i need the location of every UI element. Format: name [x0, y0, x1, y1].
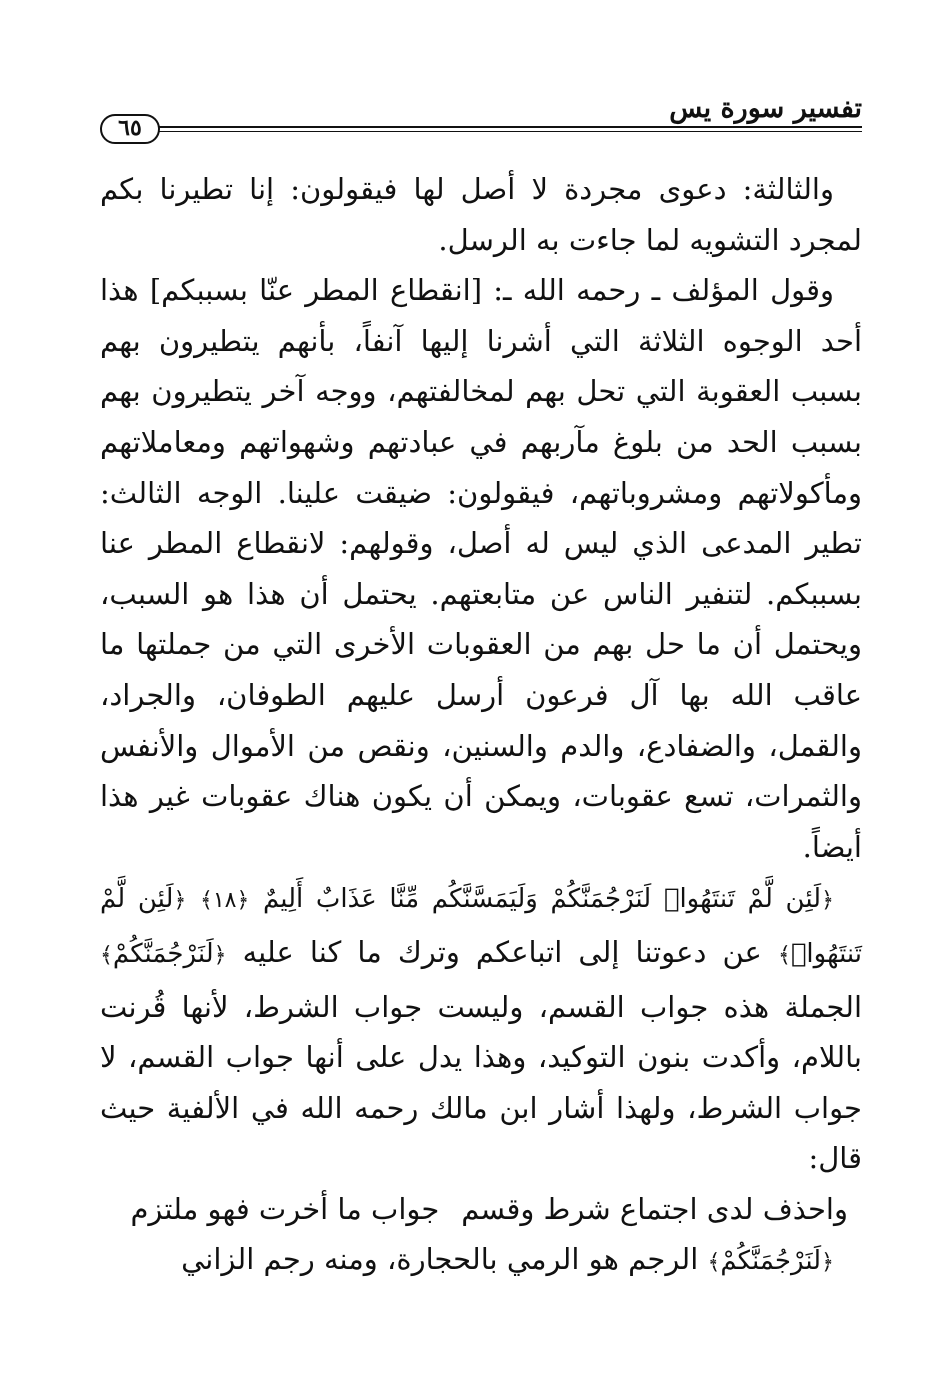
- quran-verse-fragment: لَنَرْجُمَنَّكُمْ: [720, 1246, 822, 1277]
- ornate-bracket-close: ﴾: [100, 942, 113, 968]
- commentary-text: عن دعوتنا إلى اتباعكم وترك ما كنا عليه: [242, 934, 762, 969]
- running-title: تفسير سورة يس: [669, 93, 862, 124]
- paragraph-verse-commentary: [100, 872, 862, 1184]
- page-header: [100, 92, 862, 148]
- ornate-bracket-open: ﴿: [821, 888, 834, 914]
- poem-hemistich-second: جواب ما أخرت فهو ملتزم: [130, 1191, 440, 1226]
- quran-verse: لَئِن لَّمْ تَنتَهُوا۟ لَنَرْجُمَنَّكُمْ وَلَيَمَسَّنَّكُم مِّنَّا عَذَابٌ أَلِيمٌ: [262, 884, 822, 915]
- poem-verse: [100, 1184, 862, 1235]
- poem-hemistich-first: واحذف لدى اجتماع شرط وقسم: [461, 1191, 848, 1226]
- paragraph-author-quote: وقول المؤلف ـ رحمه الله ـ: [انقطاع المطر عنّا بسببكم] هذا أحد الوجوه الثلاثة التي أشرنا إليها آنفاً، بأنهم يتطيرون بهم بسبب العقوبة التي تحل بهم لمخالفتهم، ووجه آخر يتطيرون بهم بسبب الحد من بلوغ مآربهم في عبادتهم وشهواتهم ومعاملاتهم ومأكولاتهم ومشروباتهم، فيقولون: ضيقت علينا. الوجه الثالث: تطير المدعى الذي ليس له أصل، وقولهم: لانقطاع المطر عنا بسببكم. لتنفير الناس عن متابعتهم. يحتمل أن هذا هو السبب، ويحتمل أن ما حل بهم من العقوبات الأخرى التي من جملتها ما عاقب الله بها آل فرعون أرسل عليهم الطوفان، والجراد، والقمل، والضفادع، والدم والسنين، ونقص من الأموال والأنفس والثمرات، تسع عقوبات، ويمكن أن يكون هناك عقوبات غير هذا أيضاً.: [100, 273, 862, 864]
- ayah-number-mark: ﴿١٨﴾: [199, 888, 250, 914]
- ornate-bracket-open: ﴿: [213, 942, 227, 968]
- ornate-bracket-open: ﴿: [173, 888, 187, 914]
- ornate-bracket-close: ﴾: [707, 1250, 721, 1276]
- quran-verse-fragment: لَئِن لَّمْ تَنتَهُوا۟: [100, 884, 862, 969]
- ornate-bracket-close: ﴾: [777, 942, 791, 968]
- page-number: ٦٥: [100, 114, 160, 144]
- ornate-bracket-open: ﴿: [821, 1250, 834, 1276]
- paragraph-third-aspect: والثالثة: دعوى مجردة لا أصل لها فيقولون: إنا تطيرنا بكم لمجرد التشويه لما جاءت به الرسل.: [100, 172, 862, 257]
- paragraph-stoning: [100, 1234, 862, 1289]
- page-body: [100, 164, 862, 1289]
- commentary-text: الجملة هذه جواب القسم، وليست جواب الشرط، لأنها قُرنت باللام، وأكدت بنون التوكيد، وهذا يدل على أنها جواب القسم، لا جواب الشرط، ولهذا أشار ابن مالك رحمه الله في الألفية حيث قال:: [100, 989, 862, 1176]
- header-rule: [158, 126, 862, 132]
- quran-verse-fragment: لَنَرْجُمَنَّكُمْ: [112, 938, 214, 969]
- commentary-text: الرجم هو الرمي بالحجارة، ومنه رجم الزاني: [181, 1242, 699, 1277]
